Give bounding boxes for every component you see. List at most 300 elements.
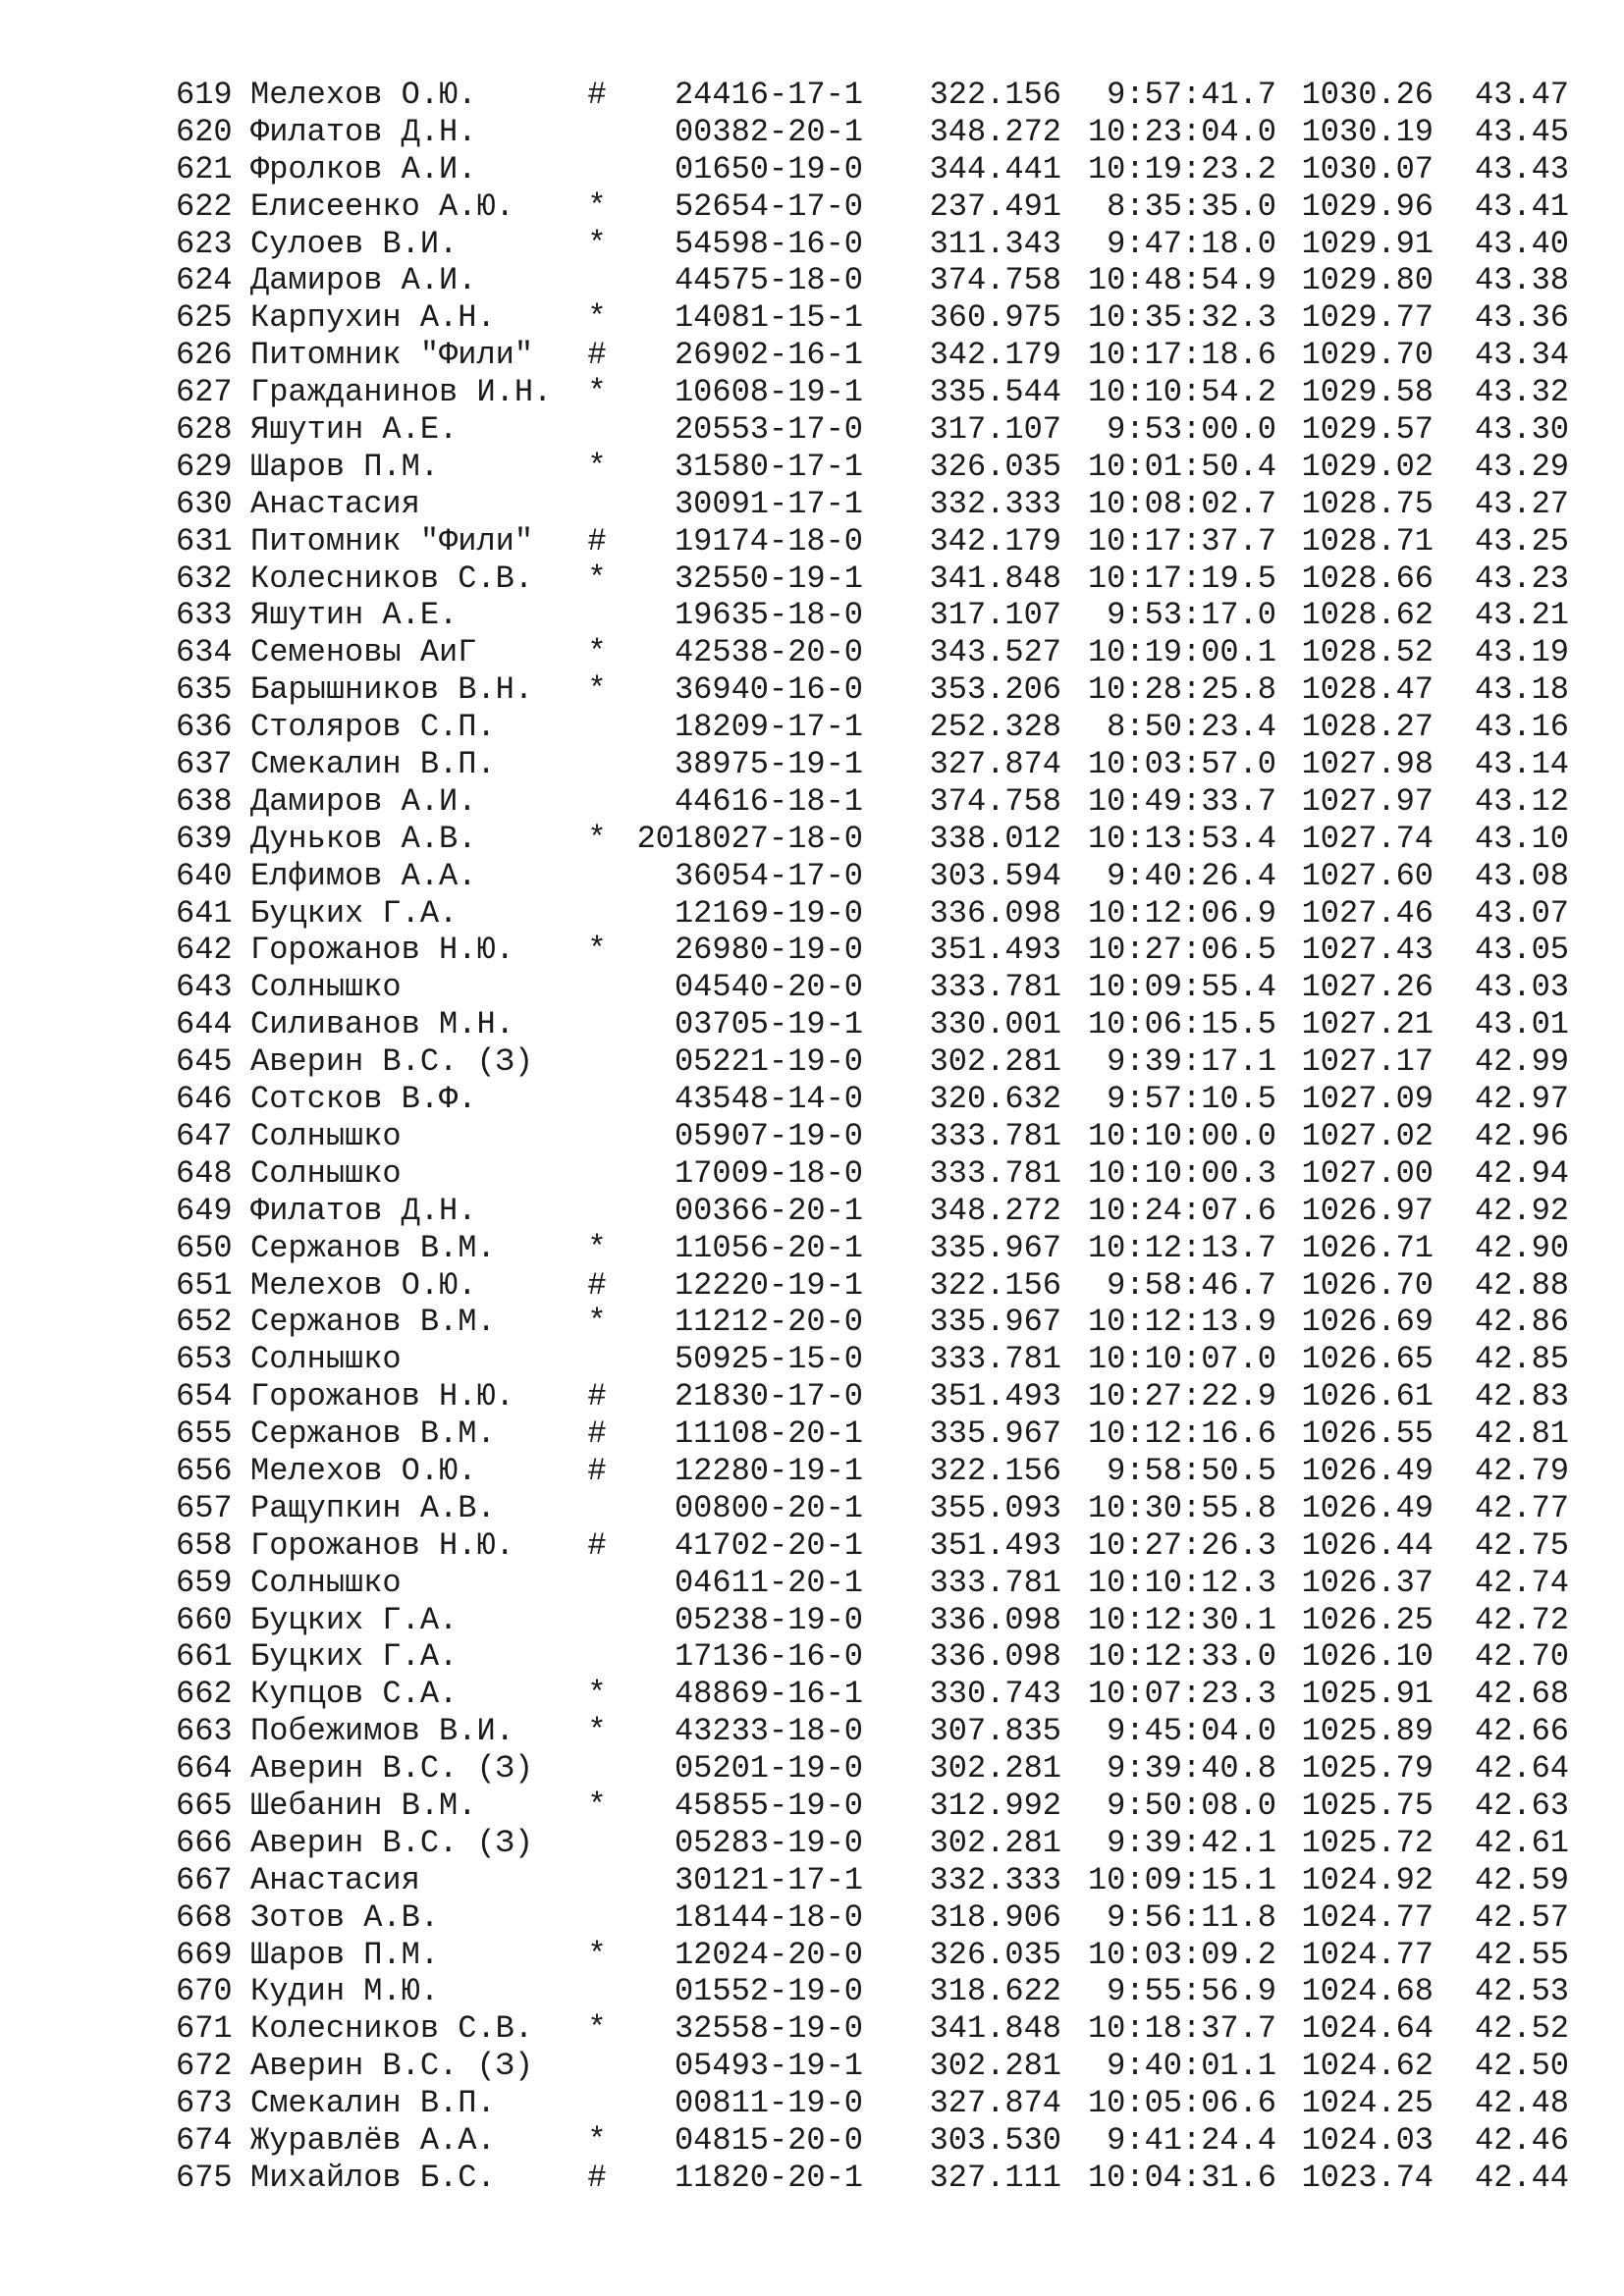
distance-cell: 302.281 [929, 1750, 1061, 1788]
points-cell: 42.97 [1474, 1081, 1569, 1118]
mark-cell: * [587, 225, 607, 262]
points-cell: 43.30 [1474, 411, 1569, 449]
speed-cell: 1027.00 [1301, 1154, 1434, 1192]
name-cell: Ращупкин А.В. [250, 1489, 496, 1526]
name-cell: Аверин В.С. (З) [250, 1043, 534, 1081]
points-cell: 43.01 [1474, 1006, 1569, 1043]
arrival-time-cell: 10:19:00.1 [1087, 634, 1276, 671]
distance-cell: 252.328 [929, 709, 1061, 746]
ring-number-cell: 48869-16-1 [674, 1676, 863, 1713]
distance-cell: 348.272 [929, 113, 1061, 150]
speed-cell: 1027.97 [1301, 782, 1434, 820]
name-cell: Мелехов О.Ю. [250, 1452, 477, 1489]
points-cell: 43.27 [1474, 485, 1569, 522]
speed-cell: 1024.77 [1301, 1936, 1434, 1973]
ring-number-cell: 05221-19-0 [674, 1043, 863, 1081]
ring-number-cell: 41702-20-1 [674, 1526, 863, 1564]
name-cell: Сержанов В.М. [250, 1304, 496, 1341]
name-cell: Журавлёв А.А. [250, 2121, 496, 2159]
speed-cell: 1029.96 [1301, 187, 1434, 225]
speed-cell: 1027.09 [1301, 1081, 1434, 1118]
name-cell: Аверин В.С. (З) [250, 1750, 534, 1788]
arrival-time-cell: 8:50:23.4 [1107, 709, 1276, 746]
distance-cell: 338.012 [929, 820, 1061, 857]
mark-cell: * [587, 2121, 607, 2159]
ring-number-cell: 20553-17-0 [674, 411, 863, 449]
distance-cell: 360.975 [929, 299, 1061, 337]
position-cell: 645 [176, 1043, 233, 1081]
name-cell: Солнышко [250, 1117, 402, 1154]
position-cell: 653 [176, 1341, 233, 1378]
points-cell: 42.72 [1474, 1601, 1569, 1638]
mark-cell: # [587, 1266, 607, 1304]
speed-cell: 1026.10 [1301, 1638, 1434, 1676]
arrival-time-cell: 10:48:54.9 [1087, 262, 1276, 299]
position-cell: 651 [176, 1266, 233, 1304]
position-cell: 636 [176, 709, 233, 746]
ring-number-cell: 32550-19-1 [674, 560, 863, 597]
arrival-time-cell: 9:58:46.7 [1107, 1266, 1276, 1304]
ring-number-cell: 12220-19-1 [674, 1266, 863, 1304]
name-cell: Зотов А.В. [250, 1898, 440, 1936]
position-cell: 660 [176, 1601, 233, 1638]
points-cell: 42.88 [1474, 1266, 1569, 1304]
points-cell: 42.68 [1474, 1676, 1569, 1713]
name-cell: Солнышко [250, 1154, 402, 1192]
speed-cell: 1026.61 [1301, 1378, 1434, 1415]
speed-cell: 1027.26 [1301, 969, 1434, 1006]
arrival-time-cell: 10:10:12.3 [1087, 1564, 1276, 1601]
position-cell: 668 [176, 1898, 233, 1936]
arrival-time-cell: 10:03:57.0 [1087, 746, 1276, 783]
position-cell: 648 [176, 1154, 233, 1192]
position-cell: 664 [176, 1750, 233, 1788]
position-cell: 635 [176, 671, 233, 709]
points-cell: 42.55 [1474, 1936, 1569, 1973]
points-cell: 42.77 [1474, 1489, 1569, 1526]
name-cell: Силиванов М.Н. [250, 1006, 514, 1043]
arrival-time-cell: 10:01:50.4 [1087, 448, 1276, 485]
position-cell: 640 [176, 857, 233, 894]
arrival-time-cell: 10:28:25.8 [1087, 671, 1276, 709]
name-cell: Буцких Г.А. [250, 1601, 459, 1638]
arrival-time-cell: 10:17:18.6 [1087, 337, 1276, 374]
position-cell: 619 [176, 77, 233, 113]
distance-cell: 335.967 [929, 1304, 1061, 1341]
points-cell: 42.96 [1474, 1117, 1569, 1154]
name-cell: Мелехов О.Ю. [250, 77, 477, 113]
points-cell: 43.21 [1474, 597, 1569, 634]
name-cell: Яшутин А.Е. [250, 411, 459, 449]
points-cell: 42.81 [1474, 1415, 1569, 1453]
ring-number-cell: 36940-16-0 [674, 671, 863, 709]
points-cell: 42.46 [1474, 2121, 1569, 2159]
distance-cell: 317.107 [929, 597, 1061, 634]
speed-cell: 1024.77 [1301, 1898, 1434, 1936]
position-cell: 641 [176, 894, 233, 932]
ring-number-cell: 01650-19-0 [674, 150, 863, 187]
mark-cell: * [587, 932, 607, 969]
ring-number-cell: 01552-19-0 [674, 1973, 863, 2010]
name-cell: Кудин М.Ю. [250, 1973, 440, 2010]
distance-cell: 333.781 [929, 1154, 1061, 1192]
points-cell: 43.25 [1474, 522, 1569, 560]
ring-number-cell: 45855-19-0 [674, 1787, 863, 1824]
name-cell: Купцов С.А. [250, 1676, 459, 1713]
mark-cell: # [587, 337, 607, 374]
position-cell: 669 [176, 1936, 233, 1973]
mark-cell: # [587, 1526, 607, 1564]
points-cell: 43.05 [1474, 932, 1569, 969]
speed-cell: 1027.60 [1301, 857, 1434, 894]
name-cell: Мелехов О.Ю. [250, 1266, 477, 1304]
distance-cell: 342.179 [929, 522, 1061, 560]
name-cell: Смекалин В.П. [250, 746, 496, 783]
mark-cell: * [587, 1713, 607, 1750]
speed-cell: 1024.64 [1301, 2010, 1434, 2048]
arrival-time-cell: 9:39:17.1 [1107, 1043, 1276, 1081]
position-cell: 656 [176, 1452, 233, 1489]
speed-cell: 1024.92 [1301, 1861, 1434, 1898]
name-cell: Барышников В.Н. [250, 671, 534, 709]
ring-number-cell: 32558-19-0 [674, 2010, 863, 2048]
points-cell: 42.85 [1474, 1341, 1569, 1378]
arrival-time-cell: 10:27:06.5 [1087, 932, 1276, 969]
position-cell: 671 [176, 2010, 233, 2048]
arrival-time-cell: 9:39:40.8 [1107, 1750, 1276, 1788]
speed-cell: 1029.91 [1301, 225, 1434, 262]
arrival-time-cell: 9:40:01.1 [1107, 2048, 1276, 2085]
points-cell: 42.86 [1474, 1304, 1569, 1341]
distance-cell: 327.874 [929, 2085, 1061, 2122]
ring-number-cell: 30091-17-1 [674, 485, 863, 522]
arrival-time-cell: 10:10:00.3 [1087, 1154, 1276, 1192]
points-cell: 42.70 [1474, 1638, 1569, 1676]
ring-number-cell: 17009-18-0 [674, 1154, 863, 1192]
ring-number-cell: 11108-20-1 [674, 1415, 863, 1453]
speed-cell: 1028.66 [1301, 560, 1434, 597]
speed-cell: 1025.75 [1301, 1787, 1434, 1824]
arrival-time-cell: 9:57:10.5 [1107, 1081, 1276, 1118]
name-cell: Сотсков В.Ф. [250, 1081, 477, 1118]
position-cell: 637 [176, 746, 233, 783]
name-cell: Буцких Г.А. [250, 894, 459, 932]
distance-cell: 355.093 [929, 1489, 1061, 1526]
name-cell: Шебанин В.М. [250, 1787, 477, 1824]
mark-cell: * [587, 374, 607, 411]
arrival-time-cell: 10:12:30.1 [1087, 1601, 1276, 1638]
distance-cell: 327.111 [929, 2159, 1061, 2196]
position-cell: 675 [176, 2159, 233, 2196]
distance-cell: 330.743 [929, 1676, 1061, 1713]
distance-cell: 318.622 [929, 1973, 1061, 2010]
points-cell: 42.79 [1474, 1452, 1569, 1489]
speed-cell: 1026.70 [1301, 1266, 1434, 1304]
mark-cell: * [587, 448, 607, 485]
points-cell: 42.92 [1474, 1192, 1569, 1229]
ring-number-cell: 21830-17-0 [674, 1378, 863, 1415]
arrival-time-cell: 10:10:54.2 [1087, 374, 1276, 411]
name-cell: Столяров С.П. [250, 709, 496, 746]
speed-cell: 1030.07 [1301, 150, 1434, 187]
position-cell: 621 [176, 150, 233, 187]
speed-cell: 1026.37 [1301, 1564, 1434, 1601]
points-cell: 42.94 [1474, 1154, 1569, 1192]
position-cell: 644 [176, 1006, 233, 1043]
distance-cell: 327.874 [929, 746, 1061, 783]
points-cell: 42.44 [1474, 2159, 1569, 2196]
ring-number-cell: 43233-18-0 [674, 1713, 863, 1750]
arrival-time-cell: 8:35:35.0 [1107, 187, 1276, 225]
ring-number-cell: 12169-19-0 [674, 894, 863, 932]
mark-cell: * [587, 2010, 607, 2048]
points-cell: 42.66 [1474, 1713, 1569, 1750]
distance-cell: 341.848 [929, 560, 1061, 597]
name-cell: Анастасия [250, 485, 420, 522]
position-cell: 629 [176, 448, 233, 485]
distance-cell: 330.001 [929, 1006, 1061, 1043]
position-cell: 674 [176, 2121, 233, 2159]
position-cell: 623 [176, 225, 233, 262]
speed-cell: 1026.25 [1301, 1601, 1434, 1638]
ring-number-cell: 24416-17-1 [674, 77, 863, 113]
position-cell: 638 [176, 782, 233, 820]
name-cell: Солнышко [250, 1341, 402, 1378]
arrival-time-cell: 9:56:11.8 [1107, 1898, 1276, 1936]
speed-cell: 1025.89 [1301, 1713, 1434, 1750]
name-cell: Горожанов Н.Ю. [250, 1378, 514, 1415]
distance-cell: 351.493 [929, 1526, 1061, 1564]
name-cell: Дамиров А.И. [250, 782, 477, 820]
arrival-time-cell: 9:55:56.9 [1107, 1973, 1276, 2010]
ring-number-cell: 44575-18-0 [674, 262, 863, 299]
position-cell: 659 [176, 1564, 233, 1601]
distance-cell: 311.343 [929, 225, 1061, 262]
position-cell: 666 [176, 1824, 233, 1861]
points-cell: 43.19 [1474, 634, 1569, 671]
position-cell: 639 [176, 820, 233, 857]
arrival-time-cell: 9:57:41.7 [1107, 77, 1276, 113]
speed-cell: 1024.03 [1301, 2121, 1434, 2159]
speed-cell: 1030.19 [1301, 113, 1434, 150]
points-cell: 42.64 [1474, 1750, 1569, 1788]
position-cell: 661 [176, 1638, 233, 1676]
position-cell: 665 [176, 1787, 233, 1824]
ring-number-cell: 43548-14-0 [674, 1081, 863, 1118]
name-cell: Фролков А.И. [250, 150, 477, 187]
position-cell: 655 [176, 1415, 233, 1453]
distance-cell: 333.781 [929, 969, 1061, 1006]
position-cell: 670 [176, 1973, 233, 2010]
distance-cell: 326.035 [929, 448, 1061, 485]
arrival-time-cell: 9:50:08.0 [1107, 1787, 1276, 1824]
distance-cell: 336.098 [929, 1638, 1061, 1676]
distance-cell: 332.333 [929, 1861, 1061, 1898]
speed-cell: 1026.71 [1301, 1229, 1434, 1266]
arrival-time-cell: 10:12:16.6 [1087, 1415, 1276, 1453]
ring-number-cell: 04540-20-0 [674, 969, 863, 1006]
name-cell: Анастасия [250, 1861, 420, 1898]
points-cell: 43.10 [1474, 820, 1569, 857]
mark-cell: # [587, 1452, 607, 1489]
arrival-time-cell: 9:53:17.0 [1107, 597, 1276, 634]
name-cell: Аверин В.С. (З) [250, 2048, 534, 2085]
speed-cell: 1028.27 [1301, 709, 1434, 746]
position-cell: 620 [176, 113, 233, 150]
distance-cell: 322.156 [929, 1266, 1061, 1304]
position-cell: 631 [176, 522, 233, 560]
distance-cell: 374.758 [929, 262, 1061, 299]
position-cell: 663 [176, 1713, 233, 1750]
arrival-time-cell: 10:10:07.0 [1087, 1341, 1276, 1378]
ring-number-cell: 05201-19-0 [674, 1750, 863, 1788]
points-cell: 42.52 [1474, 2010, 1569, 2048]
distance-cell: 237.491 [929, 187, 1061, 225]
name-cell: Горожанов Н.Ю. [250, 932, 514, 969]
mark-cell: * [587, 1936, 607, 1973]
speed-cell: 1029.77 [1301, 299, 1434, 337]
ring-number-cell: 05238-19-0 [674, 1601, 863, 1638]
ring-number-cell: 42538-20-0 [674, 634, 863, 671]
ring-number-cell: 05493-19-1 [674, 2048, 863, 2085]
distance-cell: 317.107 [929, 411, 1061, 449]
ring-number-cell: 00366-20-1 [674, 1192, 863, 1229]
ring-number-cell: 31580-17-1 [674, 448, 863, 485]
points-cell: 42.99 [1474, 1043, 1569, 1081]
name-cell: Колесников С.В. [250, 2010, 534, 2048]
arrival-time-cell: 10:12:33.0 [1087, 1638, 1276, 1676]
position-cell: 626 [176, 337, 233, 374]
arrival-time-cell: 10:10:00.0 [1087, 1117, 1276, 1154]
points-cell: 42.53 [1474, 1973, 1569, 2010]
position-cell: 649 [176, 1192, 233, 1229]
arrival-time-cell: 10:06:15.5 [1087, 1006, 1276, 1043]
speed-cell: 1025.79 [1301, 1750, 1434, 1788]
speed-cell: 1026.65 [1301, 1341, 1434, 1378]
name-cell: Филатов Д.Н. [250, 113, 477, 150]
arrival-time-cell: 9:40:26.4 [1107, 857, 1276, 894]
distance-cell: 335.967 [929, 1415, 1061, 1453]
ring-number-cell: 26902-16-1 [674, 337, 863, 374]
position-cell: 662 [176, 1676, 233, 1713]
ring-number-cell: 03705-19-1 [674, 1006, 863, 1043]
speed-cell: 1028.47 [1301, 671, 1434, 709]
distance-cell: 320.632 [929, 1081, 1061, 1118]
arrival-time-cell: 10:05:06.6 [1087, 2085, 1276, 2122]
name-cell: Филатов Д.Н. [250, 1192, 477, 1229]
position-cell: 628 [176, 411, 233, 449]
position-cell: 672 [176, 2048, 233, 2085]
points-cell: 42.75 [1474, 1526, 1569, 1564]
speed-cell: 1026.69 [1301, 1304, 1434, 1341]
points-cell: 42.59 [1474, 1861, 1569, 1898]
speed-cell: 1023.74 [1301, 2159, 1434, 2196]
mark-cell: # [587, 2159, 607, 2196]
arrival-time-cell: 9:58:50.5 [1107, 1452, 1276, 1489]
distance-cell: 335.544 [929, 374, 1061, 411]
distance-cell: 326.035 [929, 1936, 1061, 1973]
ring-number-cell: 00382-20-1 [674, 113, 863, 150]
name-cell: Буцких Г.А. [250, 1638, 459, 1676]
points-cell: 42.48 [1474, 2085, 1569, 2122]
ring-number-cell: 50925-15-0 [674, 1341, 863, 1378]
distance-cell: 302.281 [929, 1043, 1061, 1081]
speed-cell: 1027.98 [1301, 746, 1434, 783]
distance-cell: 343.527 [929, 634, 1061, 671]
points-cell: 43.41 [1474, 187, 1569, 225]
position-cell: 632 [176, 560, 233, 597]
distance-cell: 322.156 [929, 1452, 1061, 1489]
mark-cell: # [587, 1378, 607, 1415]
position-cell: 643 [176, 969, 233, 1006]
mark-cell: # [587, 1415, 607, 1453]
points-cell: 43.12 [1474, 782, 1569, 820]
name-cell: Карпухин А.Н. [250, 299, 496, 337]
points-cell: 43.32 [1474, 374, 1569, 411]
distance-cell: 336.098 [929, 1601, 1061, 1638]
mark-cell: * [587, 1229, 607, 1266]
points-cell: 43.38 [1474, 262, 1569, 299]
name-cell: Солнышко [250, 1564, 402, 1601]
arrival-time-cell: 10:03:09.2 [1087, 1936, 1276, 1973]
arrival-time-cell: 10:12:13.9 [1087, 1304, 1276, 1341]
ring-number-cell: 17136-16-0 [674, 1638, 863, 1676]
distance-cell: 303.594 [929, 857, 1061, 894]
ring-number-cell: 14081-15-1 [674, 299, 863, 337]
points-cell: 43.47 [1474, 77, 1569, 113]
points-cell: 43.29 [1474, 448, 1569, 485]
arrival-time-cell: 9:41:24.4 [1107, 2121, 1276, 2159]
speed-cell: 1027.17 [1301, 1043, 1434, 1081]
name-cell: Сержанов В.М. [250, 1229, 496, 1266]
mark-cell: * [587, 671, 607, 709]
distance-cell: 333.781 [929, 1117, 1061, 1154]
mark-cell: * [587, 820, 607, 857]
name-cell: Михайлов Б.С. [250, 2159, 496, 2196]
points-cell: 43.08 [1474, 857, 1569, 894]
arrival-time-cell: 10:27:26.3 [1087, 1526, 1276, 1564]
speed-cell: 1026.49 [1301, 1452, 1434, 1489]
position-cell: 634 [176, 634, 233, 671]
position-cell: 647 [176, 1117, 233, 1154]
position-cell: 652 [176, 1304, 233, 1341]
name-cell: Питомник "Фили" [250, 337, 534, 374]
ring-number-cell: 36054-17-0 [674, 857, 863, 894]
points-cell: 42.74 [1474, 1564, 1569, 1601]
distance-cell: 374.758 [929, 782, 1061, 820]
points-cell: 43.45 [1474, 113, 1569, 150]
arrival-time-cell: 10:08:02.7 [1087, 485, 1276, 522]
name-cell: Елисеенко А.Ю. [250, 187, 514, 225]
distance-cell: 335.967 [929, 1229, 1061, 1266]
ring-number-cell: 04815-20-0 [674, 2121, 863, 2159]
position-cell: 673 [176, 2085, 233, 2122]
position-cell: 624 [176, 262, 233, 299]
speed-cell: 1027.46 [1301, 894, 1434, 932]
mark-cell: * [587, 299, 607, 337]
speed-cell: 1029.80 [1301, 262, 1434, 299]
speed-cell: 1027.43 [1301, 932, 1434, 969]
arrival-time-cell: 10:12:13.7 [1087, 1229, 1276, 1266]
speed-cell: 1027.21 [1301, 1006, 1434, 1043]
points-cell: 42.50 [1474, 2048, 1569, 2085]
name-cell: Семеновы АиГ [250, 634, 477, 671]
ring-number-cell: 54598-16-0 [674, 225, 863, 262]
points-cell: 43.43 [1474, 150, 1569, 187]
arrival-time-cell: 10:24:07.6 [1087, 1192, 1276, 1229]
distance-cell: 318.906 [929, 1898, 1061, 1936]
points-cell: 43.16 [1474, 709, 1569, 746]
